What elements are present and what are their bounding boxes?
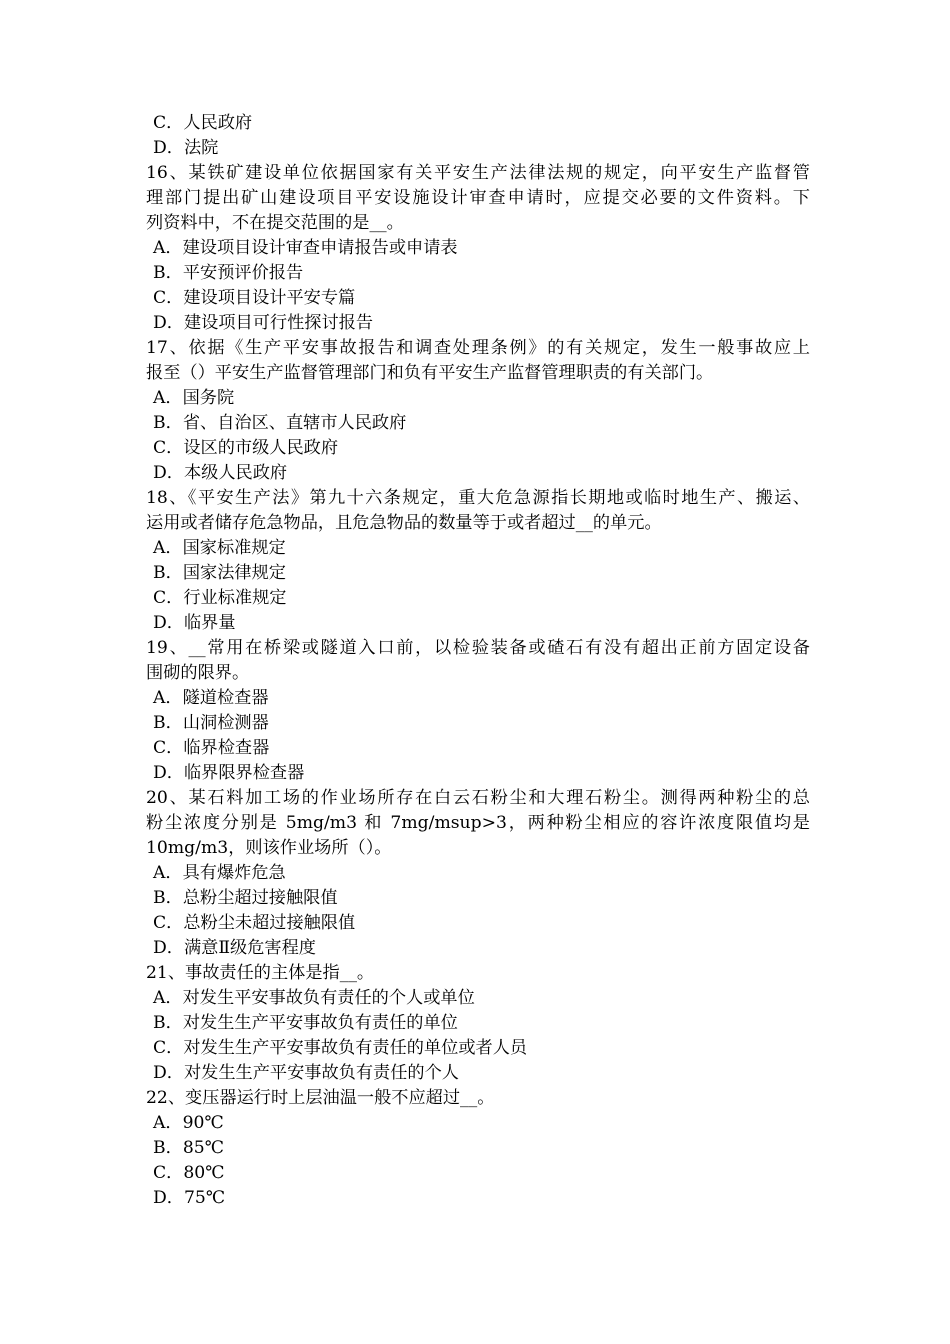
option-line: A．隧道检查器 — [153, 688, 269, 708]
question-line: 20、某石料加工场的作业场所存在白云石粉尘和大理石粉尘。测得两种粉尘的总 — [146, 788, 810, 808]
question-line: 运用或者储存危急物品，且危急物品的数量等于或者超过__的单元。 — [146, 513, 662, 533]
question-line: 19、__常用在桥梁或隧道入口前，以检验装备或碴石有没有超出正前方固定设备 — [146, 638, 810, 658]
option-line: A．90℃ — [153, 1113, 224, 1133]
option-line: B．省、自治区、直辖市人民政府 — [153, 413, 407, 433]
option-line: C．建设项目设计平安专篇 — [153, 288, 356, 308]
option-line: C．对发生生产平安事故负有责任的单位或者人员 — [153, 1038, 528, 1058]
option-line: D．本级人民政府 — [153, 463, 288, 483]
question-line: 理部门提出矿山建设项目平安设施设计审查申请时，应提交必要的文件资料。下 — [146, 188, 810, 208]
option-line: C．行业标准规定 — [153, 588, 287, 608]
question-line: 16、某铁矿建设单位依据国家有关平安生产法律法规的规定，向平安生产监督管 — [146, 163, 810, 183]
question-list — [146, 111, 810, 1211]
option-line: B．对发生生产平安事故负有责任的单位 — [153, 1013, 458, 1033]
option-line: A．国务院 — [153, 388, 235, 408]
option-line: C．设区的市级人民政府 — [153, 438, 339, 458]
option-line: A．对发生平安事故负有责任的个人或单位 — [153, 988, 475, 1008]
option-line: D．法院 — [153, 138, 219, 158]
question-line: 报至（）平安生产监督管理部门和负有平安生产监督管理职责的有关部门。 — [146, 363, 714, 383]
option-line: C．总粉尘未超过接触限值 — [153, 913, 356, 933]
question-line: 22、变压器运行时上层油温一般不应超过__。 — [146, 1088, 495, 1108]
question-line: 21、事故责任的主体是指__。 — [146, 963, 375, 983]
question-line: 围砌的限界。 — [146, 663, 250, 683]
option-line: B．平安预评价报告 — [153, 263, 304, 283]
option-line: C．临界检查器 — [153, 738, 270, 758]
question-line: 粉尘浓度分别是 5mg/m3 和 7mg/msup>3，两种粉尘相应的容许浓度限值均是 — [146, 813, 810, 833]
option-line: A．建设项目设计审查申请报告或申请表 — [153, 238, 458, 258]
option-line: C．人民政府 — [153, 113, 253, 133]
option-line: B．山洞检测器 — [153, 713, 269, 733]
option-line: B．总粉尘超过接触限值 — [153, 888, 338, 908]
option-line: A．国家标准规定 — [153, 538, 286, 558]
question-line: 18、《平安生产法》第九十六条规定，重大危急源指长期地或临时地生产、搬运、 — [146, 488, 810, 508]
option-line: C．80℃ — [153, 1163, 225, 1183]
option-line: B．国家法律规定 — [153, 563, 286, 583]
option-line: D．建设项目可行性探讨报告 — [153, 313, 374, 333]
option-line: B．85℃ — [153, 1138, 224, 1158]
option-line: D．满意Ⅱ级危害程度 — [153, 938, 316, 958]
question-line: 10mg/m3，则该作业场所（）。 — [146, 838, 392, 858]
option-line: D．75℃ — [153, 1188, 226, 1208]
option-line: D．临界限界检查器 — [153, 763, 305, 783]
option-line: D．临界量 — [153, 613, 236, 633]
option-line: D．对发生生产平安事故负有责任的个人 — [153, 1063, 459, 1083]
option-line: A．具有爆炸危急 — [153, 863, 286, 883]
question-line: 列资料中，不在提交范围的是__。 — [146, 213, 404, 233]
question-line: 17、依据《生产平安事故报告和调查处理条例》的有关规定，发生一般事故应上 — [146, 338, 810, 358]
